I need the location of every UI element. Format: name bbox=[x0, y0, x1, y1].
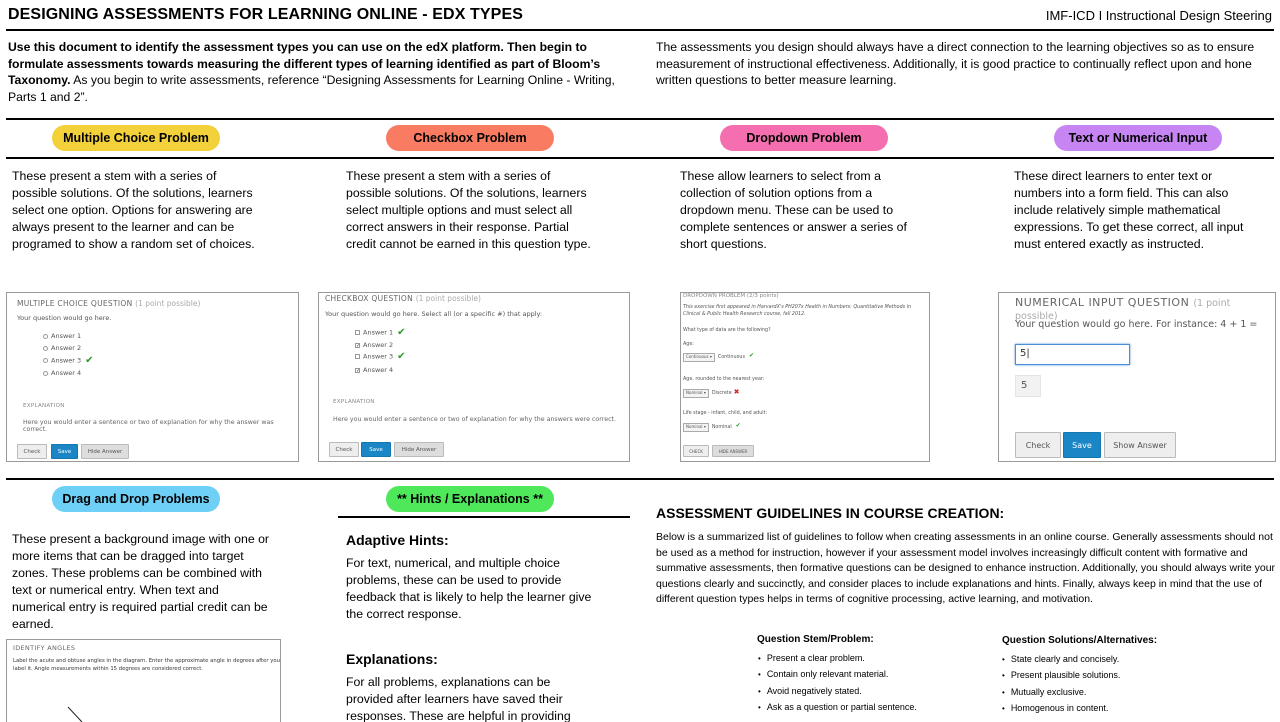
dd-q1-select: Continuous ▾ bbox=[683, 353, 715, 362]
checkmark-icon: ✔ bbox=[85, 355, 94, 366]
num-preview: 5 bbox=[1015, 375, 1041, 397]
dropdown-screenshot bbox=[680, 292, 930, 462]
radio-icon bbox=[43, 346, 48, 351]
pill-multiple-choice: Multiple Choice Problem bbox=[52, 125, 220, 151]
numerical-input-screenshot bbox=[998, 292, 1276, 462]
mc-explanation-text: Here you would enter a sentence or two of explanation for why the answer was correct. bbox=[23, 419, 274, 433]
list-item: • Present a clear problem. bbox=[758, 653, 917, 669]
x-mark-icon: ✖ bbox=[733, 388, 740, 396]
guidelines-title: ASSESSMENT GUIDELINES IN COURSE CREATION: bbox=[656, 505, 1005, 521]
list-item: • Avoid negatively stated. bbox=[758, 686, 917, 702]
num-show-answer-button: Show Answer bbox=[1104, 432, 1176, 458]
list-item: • Present plausible solutions. bbox=[1002, 670, 1120, 686]
radio-icon bbox=[43, 334, 48, 339]
checkmark-icon: ✔ bbox=[748, 352, 754, 360]
num-question-title: NUMERICAL INPUT QUESTION (1 point possible) bbox=[1015, 296, 1231, 322]
checkmark-icon: ✔ bbox=[735, 422, 741, 430]
organization-label: IMF-ICD I Instructional Design Steering bbox=[1045, 8, 1272, 23]
document-title: DESIGNING ASSESSMENTS FOR LEARNING ONLINE - EDX TYPES bbox=[8, 6, 523, 23]
dd-q3-row: Nominal ▾ Nominal ✔ bbox=[683, 423, 741, 432]
checkbox-icon bbox=[355, 330, 360, 335]
num-points: (1 point possible) bbox=[1015, 298, 1231, 322]
solutions-list bbox=[1002, 654, 1120, 719]
pill-checkbox: Checkbox Problem bbox=[386, 125, 554, 151]
dd-hide-answer-button: HIDE ANSWER bbox=[712, 445, 754, 457]
num-check-button: Check bbox=[1015, 432, 1061, 458]
num-input-field: 5| bbox=[1015, 344, 1130, 365]
pill-text-numerical: Text or Numerical Input bbox=[1054, 125, 1222, 151]
explanations-text: For all problems, explanations can be provided after learners have saved their responses. These are helpful in providing bbox=[346, 675, 571, 722]
header-divider bbox=[6, 29, 1274, 31]
radio-icon bbox=[43, 358, 48, 363]
desc-checkbox: These present a stem with a series of possible solutions. Of the solutions, learners select multiple options and must select all correct answers in their response. Partial credit cannot be earned in this question type. bbox=[346, 169, 591, 251]
checkbox-screenshot bbox=[318, 292, 630, 462]
cb-answer-2: ✓ Answer 2 bbox=[356, 341, 394, 349]
dd-q2-row: Nominal ▾ Discrete ✖ bbox=[683, 389, 740, 398]
mc-answer-3: Answer 3 ✔ bbox=[43, 355, 94, 366]
cb-check-button: Check bbox=[329, 442, 359, 457]
mc-question-text: Your question would go here. bbox=[17, 314, 112, 322]
num-save-button: Save bbox=[1063, 432, 1101, 458]
hints-underline bbox=[338, 516, 630, 518]
desc-dropdown: These allow learners to select from a collection of solution options from a dropdown menu. These can be used to complete sentences or answer a series of short questions. bbox=[680, 169, 907, 251]
cb-answer-4: ✓ Answer 4 bbox=[356, 366, 394, 374]
checked-box-icon: ✓ bbox=[356, 367, 361, 374]
desc-text-numerical: These direct learners to enter text or numbers into a form field. This can also include relatively simple mathematical expressions. To get these correct, all input must entered exactly as instructed. bbox=[1014, 169, 1244, 251]
dd-q2-label: Age, rounded to the nearest year: bbox=[683, 377, 765, 382]
checkbox-icon bbox=[355, 354, 360, 359]
drag-drop-screenshot bbox=[6, 639, 281, 722]
drag-title: IDENTIFY ANGLES bbox=[13, 644, 76, 652]
dd-q3-label: Life stage - infant, child, and adult: bbox=[683, 411, 768, 416]
drag-text: Label the acute and obtuse angles in the diagram. Enter the approximate angle in degrees after you label it. Angle measurements within 15 degrees are considered correct. bbox=[13, 658, 280, 672]
explanations-title: Explanations: bbox=[346, 651, 438, 667]
intro-left-paragraph bbox=[8, 39, 638, 105]
intro-right-paragraph: The assessments you design should always have a direct connection to the learning objectives so as to ensure measurement of instructional effectiveness. Additionally, it is good practice to continually reflect upon and hone written questions to better measure learning. bbox=[656, 40, 1255, 87]
dd-question-title: DROPDOWN PROBLEM (2/3 points) bbox=[683, 293, 779, 299]
mc-question-title: MULTIPLE CHOICE QUESTION (1 point possible) bbox=[17, 299, 201, 308]
desc-drag-drop: These present a background image with one or more items that can be dragged into target zones. These problems can be combined with text or numerical entry. When text and numerical entry is required partial credit can be earned. bbox=[12, 532, 270, 631]
mc-check-button: Check bbox=[17, 444, 47, 459]
pill-hints-explanations: ** Hints / Explanations ** bbox=[386, 486, 554, 512]
dd-question-text: What type of data are the following? bbox=[683, 328, 771, 333]
pill-dropdown: Dropdown Problem bbox=[720, 125, 888, 151]
section-divider-middle bbox=[6, 478, 1274, 480]
cb-points: (1 point possible) bbox=[415, 294, 481, 303]
dd-intro-text: This exercise first appeared in HarvardX's PH207x Health in Numbers: Quantitative Methods in Clinical & Public Health Research course, fall 2012. bbox=[683, 305, 912, 317]
checkmark-icon: ✔ bbox=[397, 327, 406, 338]
mc-points: (1 point possible) bbox=[135, 299, 201, 308]
cb-question-text: Your question would go here. Select all (or a specific #) that apply: bbox=[325, 310, 543, 318]
cb-explanation-label: EXPLANATION bbox=[333, 399, 375, 405]
dd-q1-row: Continuous ▾ Continuous ✔ bbox=[683, 353, 754, 362]
dd-q1-label: Age: bbox=[683, 342, 694, 347]
cb-answer-1: Answer 1 ✔ bbox=[355, 327, 406, 338]
radio-icon bbox=[43, 371, 48, 376]
cb-hide-answer-button: Hide Answer bbox=[394, 442, 444, 457]
document-header bbox=[0, 0, 1280, 30]
section-divider-top bbox=[6, 118, 1274, 120]
checkmark-icon: ✔ bbox=[397, 351, 406, 362]
mc-answer-1: Answer 1 bbox=[43, 332, 81, 340]
adaptive-hints-text: For text, numerical, and multiple choice problems, these can be used to provide feedback that is likely to help the learner give the correct response. bbox=[346, 556, 592, 621]
mc-hide-answer-button: Hide Answer bbox=[81, 444, 129, 459]
intro-left-bold: Use this document to identify the assessment types you can use on the edX platform. Then begin to formulate assessments towards measuring the different types of learning identified as part of Bloom’s Taxonomy. bbox=[8, 40, 601, 87]
dd-check-button: CHECK bbox=[683, 445, 709, 457]
list-item: • Homogenous in content. bbox=[1002, 703, 1120, 719]
cb-explanation-text: Here you would enter a sentence or two of explanation for why the answers were correct. bbox=[333, 416, 617, 423]
section-divider-pills bbox=[6, 157, 1274, 159]
angle-diagram bbox=[62, 702, 102, 722]
dd-q3-select: Nominal ▾ bbox=[683, 423, 709, 432]
cb-question-title: CHECKBOX QUESTION (1 point possible) bbox=[325, 294, 481, 303]
mc-answer-2: Answer 2 bbox=[43, 344, 81, 352]
guidelines-text: Below is a summarized list of guidelines to follow when creating assessments in an online course. Generally assessments should not be used as a method for instruction, however if your assessment model involves increasingly difficult content with formative and summative assessments, then formative questions can be designed to enhance instruction. Additionally, you should always write your questions clearly and succinctly, and consider places to include explanations and hints. Finally, always keep in mind that the use of different question types helps in terms of cognitive processing, active learning, and motivation. bbox=[656, 531, 1276, 605]
desc-multiple-choice: These present a stem with a series of possible solutions. Of the solutions, learners select one option. Options for answering are always present to the learner and can be programed to show a random set of choices. bbox=[12, 169, 255, 251]
list-item: • Ask as a question or partial sentence. bbox=[758, 702, 917, 718]
adaptive-hints-title: Adaptive Hints: bbox=[346, 532, 449, 548]
cb-save-button: Save bbox=[361, 442, 391, 457]
list-item: • State clearly and concisely. bbox=[1002, 654, 1120, 670]
mc-explanation-label: EXPLANATION bbox=[23, 403, 65, 409]
checked-box-icon: ✓ bbox=[356, 342, 361, 349]
dd-points: (2/3 points) bbox=[746, 293, 779, 299]
mc-save-button: Save bbox=[51, 444, 78, 459]
list-item: • Contain only relevant material. bbox=[758, 669, 917, 685]
list-item: • Mutually exclusive. bbox=[1002, 687, 1120, 703]
intro-left-rest: As you begin to write assessments, reference “Designing Assessments for Learning Online - Writing, Parts 1 and 2”. bbox=[8, 73, 615, 104]
mc-answer-4: Answer 4 bbox=[43, 369, 81, 377]
solutions-column-title: Question Solutions/Alternatives: bbox=[1002, 635, 1158, 646]
stem-column-title: Question Stem/Problem: bbox=[757, 634, 874, 645]
cb-answer-3: Answer 3 ✔ bbox=[355, 351, 406, 362]
multiple-choice-screenshot bbox=[6, 292, 299, 462]
dd-q2-select: Nominal ▾ bbox=[683, 389, 709, 398]
pill-drag-drop: Drag and Drop Problems bbox=[52, 486, 220, 512]
stem-list bbox=[758, 653, 917, 718]
num-question-text: Your question would go here. For instance: 4 + 1 = bbox=[1015, 319, 1258, 330]
